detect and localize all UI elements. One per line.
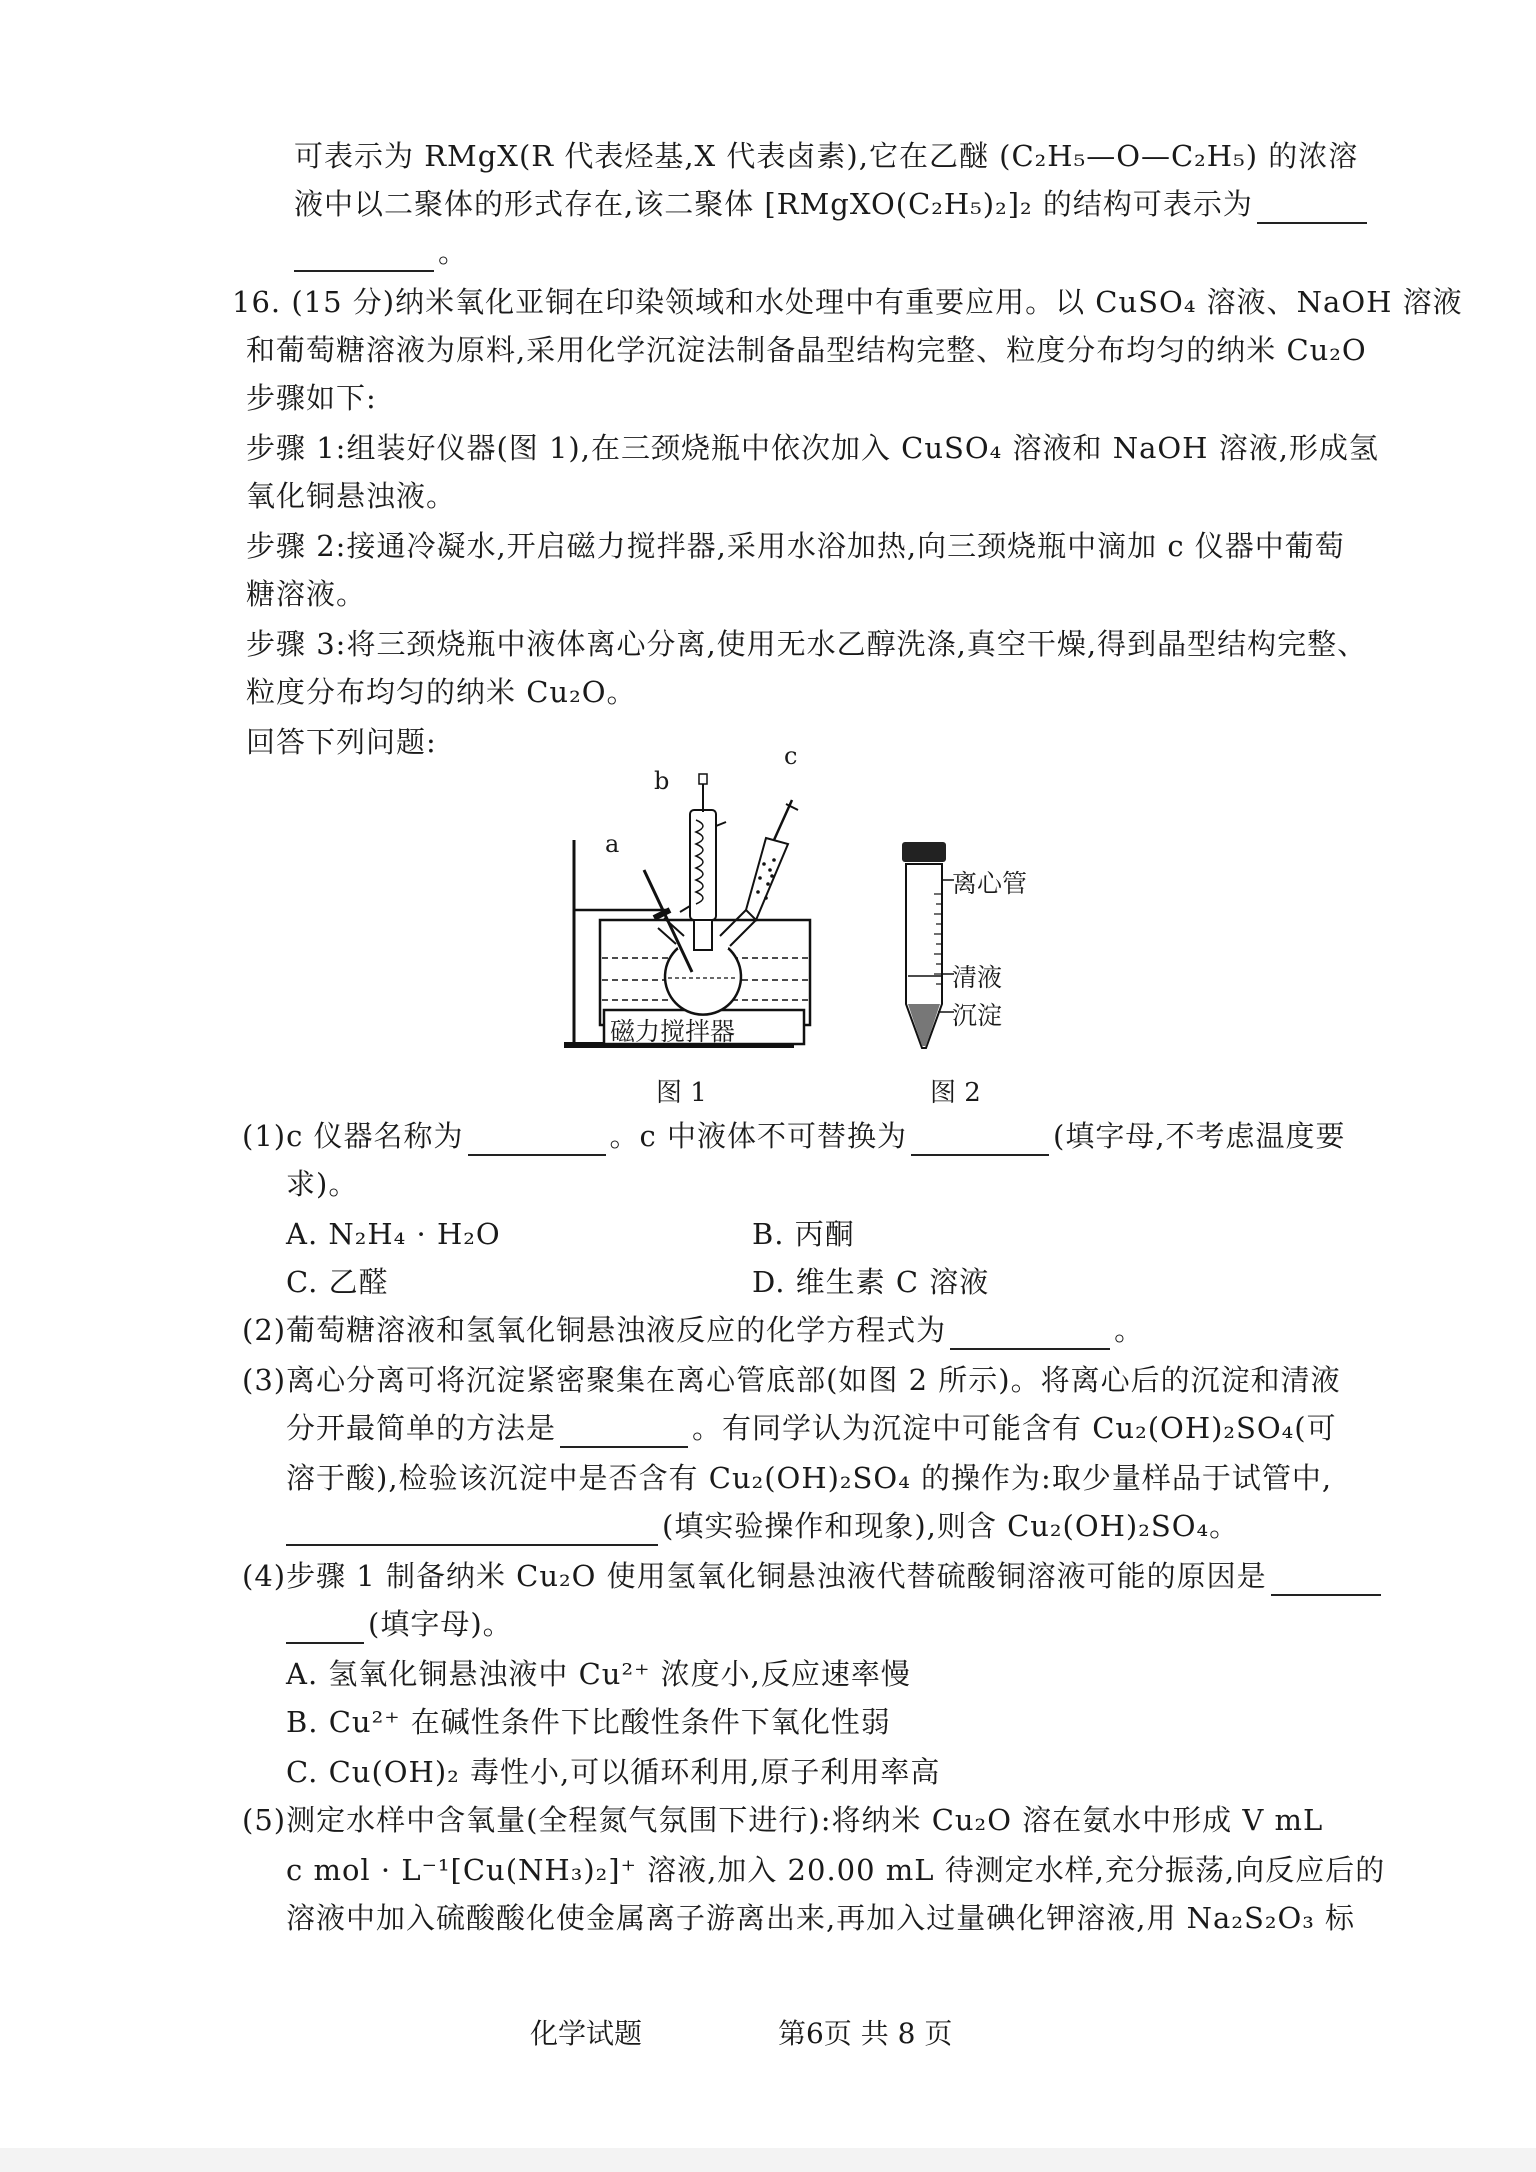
answer-blank[interactable] [911,1124,1049,1156]
text-line: 求)。 [286,1167,359,1201]
answer-blank[interactable] [468,1124,606,1156]
stirrer-label: 磁力搅拌器 [610,1017,736,1046]
text-line: 糖溶液。 [246,577,367,611]
step-2: 步骤 2:接通冷凝水,开启磁力搅拌器,采用水浴加热,向三颈烧瓶中滴加 c 仪器中葡萄 [246,529,1345,563]
text-line: 可表示为 RMgX(R 代表烃基,X 代表卤素),它在乙醚 (C₂H₅—O—C₂H₅) 的浓溶 [294,139,1359,173]
text-line: 氧化铜悬浊液。 [246,479,457,513]
text-span: (2)葡萄糖溶液和氢氧化铜悬浊液反应的化学方程式为 [242,1313,947,1347]
text-line [286,1506,1239,1546]
figure-1-caption: 图 1 [656,1078,707,1108]
question-16-intro: 16. (15 分)纳米氧化亚铜在印染领域和水处理中有重要应用。以 CuSO₄ 溶液、NaOH 溶液 [232,285,1463,319]
question-3: (3)离心分离可将沉淀紧密聚集在离心管底部(如图 2 所示)。将离心后的沉淀和清液 [242,1363,1341,1397]
text-line [286,1408,1337,1448]
answer-blank[interactable] [286,1612,364,1644]
option-a: A. 氢氧化铜悬浊液中 Cu²⁺ 浓度小,反应速率慢 [286,1657,911,1691]
precipitate-label: 沉淀 [952,1001,1003,1030]
text-span: 。 [1114,1313,1145,1347]
label-b: b [654,767,670,795]
figure-2-caption: 图 2 [930,1078,981,1108]
figure-2-tube [890,836,960,1066]
answer-blank[interactable] [950,1318,1110,1350]
text-span: (填字母,不考虑温度要 [1053,1119,1346,1153]
answer-blank[interactable] [294,240,434,272]
answer-blank[interactable] [1257,192,1367,224]
text-span: (1)c 仪器名称为 [242,1119,464,1153]
answer-blank[interactable] [1271,1564,1381,1596]
option-b: B. 丙酮 [752,1217,855,1251]
step-1: 步骤 1:组装好仪器(图 1),在三颈烧瓶中依次加入 CuSO₄ 溶液和 NaOH 溶液,形成氢 [246,431,1379,465]
footer-subject: 化学试题 [530,2017,643,2050]
label-c: c [784,742,798,770]
text-line: 溶于酸),检验该沉淀中是否含有 Cu₂(OH)₂SO₄ 的操作为:取少量样品于试管中, [286,1461,1333,1495]
page-bottom-edge [0,2148,1536,2172]
text-line [286,1604,513,1644]
option-c: C. Cu(OH)₂ 毒性小,可以循环利用,原子利用率高 [286,1755,941,1789]
tube-label: 离心管 [952,869,1028,898]
text-line: c mol · L⁻¹[Cu(NH₃)₂]⁺ 溶液,加入 20.00 mL 待测定水样,充分振荡,向反应后的 [286,1853,1386,1887]
answer-blank[interactable] [286,1514,658,1546]
text-span: 。有同学认为沉淀中可能含有 Cu₂(OH)₂SO₄(可 [692,1411,1337,1445]
text-line [294,184,1371,224]
text-span: 分开最简单的方法是 [286,1411,557,1445]
text-span: 液中以二聚体的形式存在,该二聚体 [RMgXO(C₂H₅)₂]₂ 的结构可表示为 [294,187,1253,221]
footer-page-number: 第6页 共 8 页 [778,2017,953,2050]
text-line: 粒度分布均匀的纳米 Cu₂O。 [246,675,637,709]
option-a: A. N₂H₄ · H₂O [286,1217,501,1251]
text-span: 。 [438,235,469,269]
text-line: 和葡萄糖溶液为原料,采用化学沉淀法制备晶型结构完整、粒度分布均匀的纳米 Cu₂O [246,333,1367,367]
option-c: C. 乙醛 [286,1265,389,1299]
text-span: 。c 中液体不可替换为 [609,1119,908,1153]
label-a: a [605,830,620,858]
option-d: D. 维生素 C 溶液 [752,1265,990,1299]
answer-blank[interactable] [560,1416,688,1448]
text-span: (4)步骤 1 制备纳米 Cu₂O 使用氢氧化铜悬浊液代替硫酸铜溶液可能的原因是 [242,1559,1267,1593]
text-span: (填实验操作和现象),则含 Cu₂(OH)₂SO₄。 [662,1509,1240,1543]
option-b: B. Cu²⁺ 在碱性条件下比酸性条件下氧化性弱 [286,1705,891,1739]
question-2 [242,1310,1144,1350]
text-line [294,232,468,272]
question-1 [242,1116,1346,1156]
text-span: (填字母)。 [368,1607,513,1641]
answer-prompt: 回答下列问题: [246,725,437,759]
step-3: 步骤 3:将三颈烧瓶中液体离心分离,使用无水乙醇洗涤,真空干燥,得到晶型结构完整、 [246,627,1368,661]
text-line: 溶液中加入硫酸酸化使金属离子游离出来,再加入过量碘化钾溶液,用 Na₂S₂O₃ 标 [286,1901,1356,1935]
question-4 [242,1556,1385,1596]
text-line: 步骤如下: [246,381,377,415]
question-5: (5)测定水样中含氧量(全程氮气氛围下进行):将纳米 Cu₂O 溶在氨水中形成 V mL [242,1803,1324,1837]
clear-liquid-label: 清液 [952,963,1003,992]
